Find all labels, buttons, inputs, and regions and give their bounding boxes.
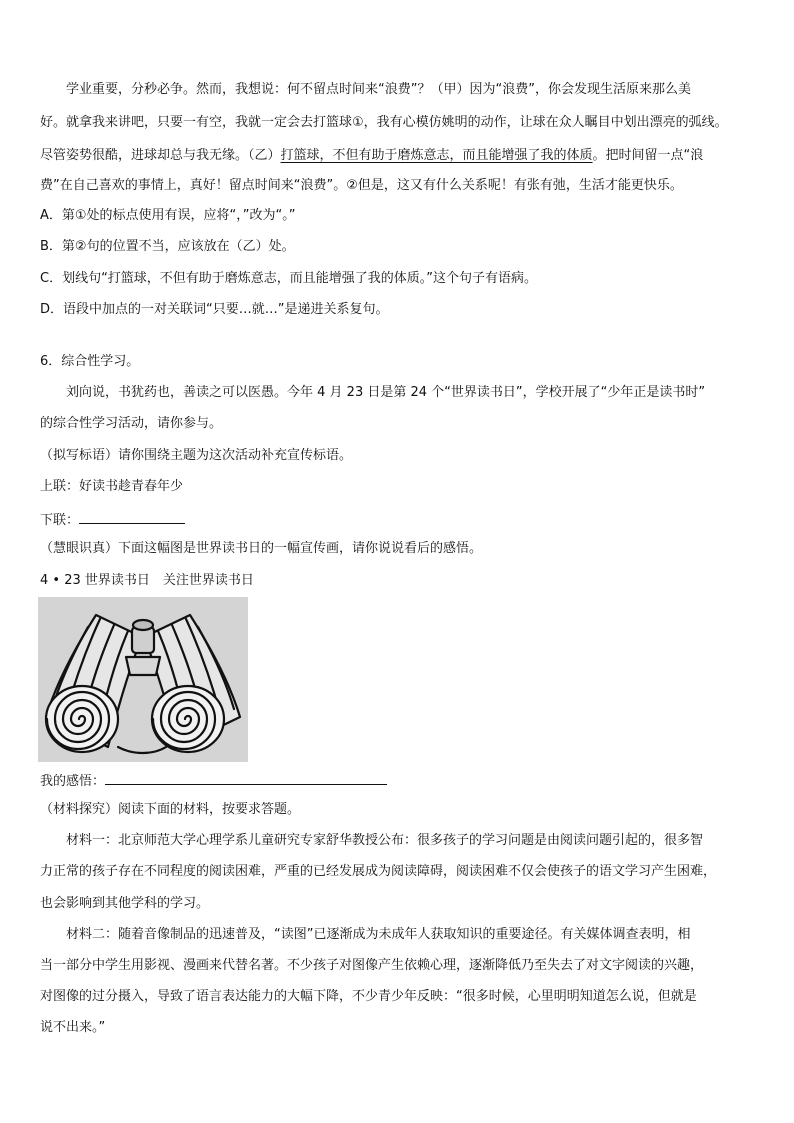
binoculars-icon [38,597,248,762]
option-b: B．第②句的位置不当，应该放在（乙）处。 [40,239,295,254]
option-c: C．划线句“打篮球，不但有助于磨炼意志，而且能增强了我的体质。”这个句子有语病。 [40,271,538,286]
feeling [40,771,387,790]
question-6-title: 6．综合性学习。 [40,354,140,369]
passage-line-3-tail: 。把时间留一点“浪 [592,148,704,163]
xialian [40,510,185,529]
passage-line-4: 费”在自己喜欢的事情上，真好！留点时间来“浪费”。②但是，这又有什么关系呢！有张有弛，生活才能更快乐。 [40,178,683,193]
material2-line-4: 说不出来。” [40,1020,106,1035]
passage-line-2: 好。就拿我来讲吧，只要一有空，我就一定会去打篮球①，我有心模仿姚明的动作，让球在众人瞩目中划出漂亮的弧线。 [40,115,728,130]
task-material: （材料探究）阅读下面的材料，按要求答题。 [40,802,301,817]
material1-line-2: 力正常的孩子存在不同程度的阅读困难，严重的已经发展成为阅读障碍，阅读困难不仅会使孩子的语文学习产生困难， [40,864,717,879]
material1-line-3: 也会影响到其他学科的学习。 [40,896,210,911]
passage-line-1: 学业重要，分秒必争。然而，我想说：何不留点时间来“浪费”？（甲）因为“浪费”，你会发现生活原来那么美 [66,82,691,97]
material2-line-1: 材料二：随着音像制品的迅速普及，“读图”已逐渐成为未成年人获取知识的重要途径。有关媒体调查表明，相 [66,927,691,942]
task-slogan: （拟写标语）请你围绕主题为这次活动补充宣传标语。 [40,448,353,463]
poster-image [38,597,248,762]
option-d: D．语段中加点的一对关联词“只要…就…”是递进关系复句。 [40,302,389,317]
material2-line-3: 对图像的过分摄入，导致了语言表达能力的大幅下降，不少青少年反映：“很多时候，心里明明知道怎么说，但就是 [40,989,697,1004]
option-a: A．第①处的标点使用有误，应将“，”改为“。” [40,208,296,223]
xialian-label: 下联： [40,513,80,528]
material1-line-1: 材料一：北京师范大学心理学系儿童研究专家舒华教授公布：很多孩子的学习问题是由阅读问题引起的，很多智 [66,833,704,848]
underlined-sentence: 打篮球，不但有助于磨炼意志，而且能增强了我的体质 [280,148,593,163]
passage-line-3-head: 尽管姿势很酷，进球却总与我无缘。（乙） [40,148,281,163]
feeling-label: 我的感悟： [40,774,106,789]
shanglian: 上联：好读书趁青春年少 [40,479,184,494]
feeling-answer-blank[interactable] [105,771,387,785]
poster-caption: 4 • 23 世界读书日 关注世界读书日 [40,573,254,588]
passage-line-3 [40,148,703,164]
xialian-answer-blank[interactable] [79,510,185,524]
question-6-intro-line-2: 的综合性学习活动，请你参与。 [40,416,223,431]
question-6-intro-line-1: 刘向说，书犹药也，善读之可以医愚。今年 4 月 23 日是第 24 个“世界读书日”，学校开展了“少年正是读书时” [66,385,706,400]
material2-line-2: 当一部分中学生用影视、漫画来代替名著。不少孩子对图像产生依赖心理，逐渐降低乃至失去了对文字阅读的兴趣， [40,958,704,973]
task-poster: （慧眼识真）下面这幅图是世界读书日的一幅宣传画，请你说说看后的感悟。 [40,541,483,556]
